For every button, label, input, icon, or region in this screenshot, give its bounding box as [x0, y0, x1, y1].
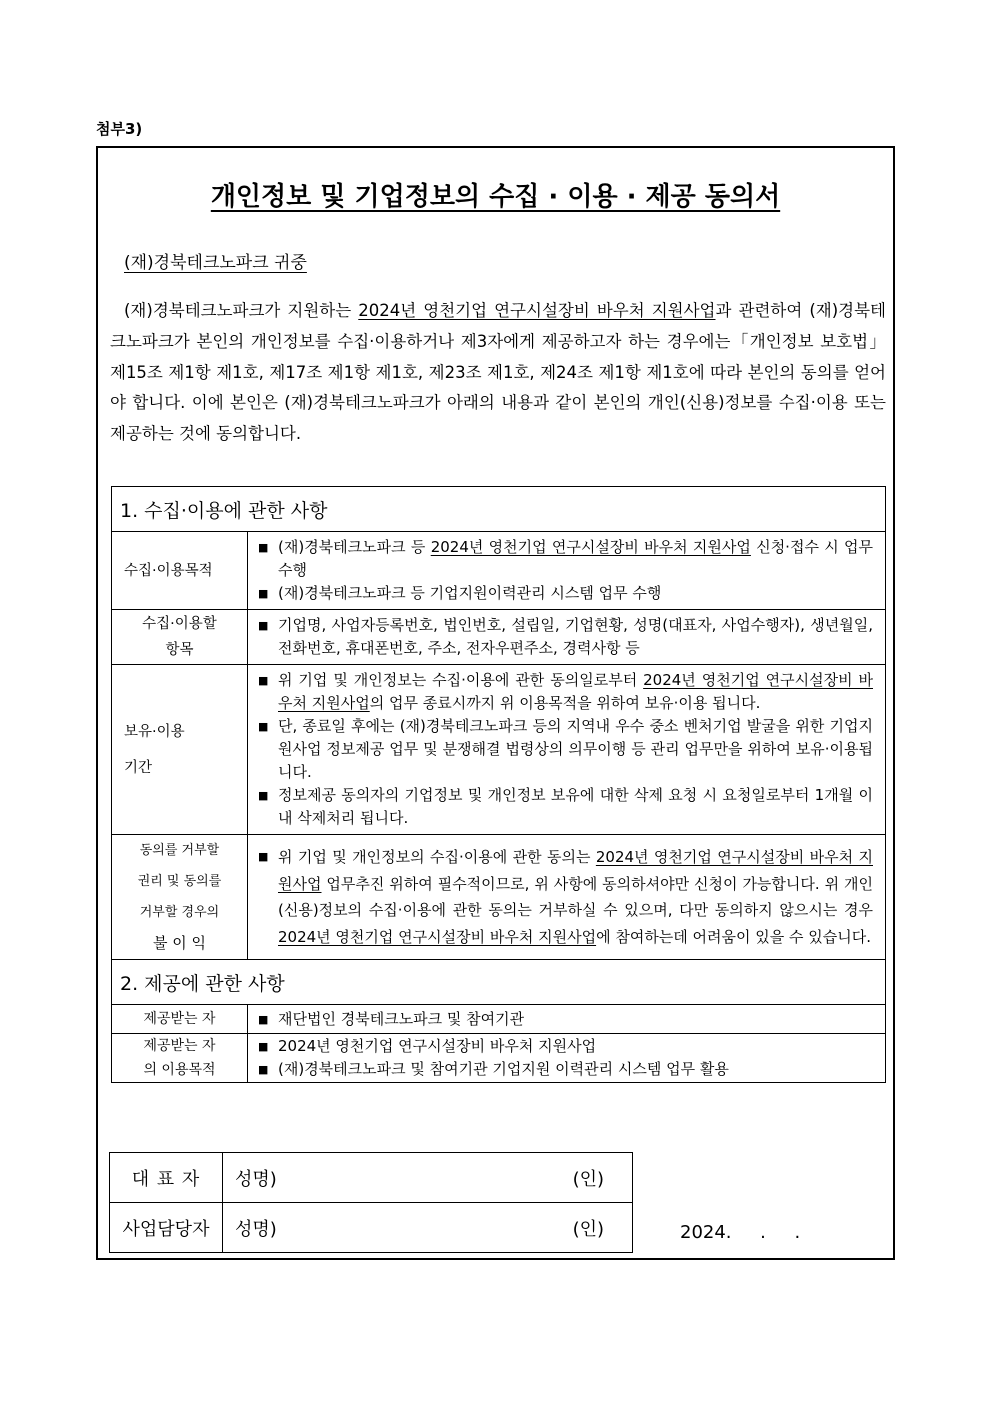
staff-row [110, 1203, 633, 1253]
list-item: ■ 재단법인 경북테크노파크 및 참여기관 [258, 1008, 873, 1031]
bullet-icon: ■ [258, 1040, 269, 1053]
form-title: 개인정보 및 기업정보의 수집 · 이용 · 제공 동의서 [210, 182, 781, 212]
bullet-icon: ■ [258, 1063, 269, 1076]
representative-label: 대 표 자 [110, 1153, 223, 1203]
list-item: ■ 2024년 영천기업 연구시설장비 바우처 지원사업 [258, 1035, 873, 1058]
list-item: ■ (재)경북테크노파크 등 기업지원이력관리 시스템 업무 수행 [258, 582, 873, 605]
purpose-row [112, 532, 886, 610]
bullet-icon: ■ [258, 1012, 269, 1026]
provision-purpose-label: 제공받는 자 의 이용목적 [112, 1034, 248, 1083]
list-item: ■ 위 기업 및 개인정보는 수집·이용에 관한 동의일로부터 2024년 영천기업 연구시설장비 바우처 지원사업의 업무 종료시까지 위 이용목적을 위하여 보유·이용 됩니다. [258, 669, 873, 715]
seal-mark: (인) [572, 1169, 604, 1190]
consent-form [96, 146, 895, 1260]
bullet-icon: ■ [258, 850, 269, 863]
bullet-icon: ■ [258, 587, 269, 600]
list-item: ■ (재)경북테크노파크 등 2024년 영천기업 연구시설장비 바우처 지원사업 신청·접수 시 업무 수행 [258, 536, 873, 582]
recipient-line: (재)경북테크노파크 귀중 [124, 253, 307, 273]
list-item: ■ 정보제공 동의자의 기업정보 및 개인정보 보유에 대한 삭제 요청 시 요청일로부터 1개월 이내 삭제처리 됩니다. [258, 784, 873, 830]
retention-row [112, 665, 886, 835]
section1-heading: 1. 수집·이용에 관한 사항 [112, 487, 886, 532]
provision-recipient-row [112, 1005, 886, 1034]
representative-name-field[interactable]: 성명) (인) [223, 1153, 633, 1203]
list-item: ■ 단, 종료일 후에는 (재)경북테크노파크 등의 지역내 우수 중소 벤처기업 발굴을 위한 기업지원사업 정보제공 업무 및 분쟁해결 법령상의 의무이행 등 관리 업무만을 위하여 보유·이용됩니다. [258, 715, 873, 784]
list-item: ■ (재)경북테크노파크 및 참여기관 기업지원 이력관리 시스템 업무 활용 [258, 1058, 873, 1081]
items-label: 수집·이용할 항목 [112, 610, 248, 665]
intro-paragraph: (재)경북테크노파크가 지원하는 2024년 영천기업 연구시설장비 바우처 지원사업과 관련하여 (재)경북테크노파크가 본인의 개인정보를 수집·이용하거나 제3자에게 제공하고자 하는 경우에는「개인정보 보호법」제15조 제1항 제1호, 제17조 제1항 제1호, 제23조 제1호, 제24조 제1항 제1호에 따라 본인의 동의를 얻어야 합니다. 이에 본인은 (재)경북테크노파크가 아래의 내용과 같이 본인의 개인(신용)정보를 수집·이용 또는 제공하는 것에 동의합니다. [110, 301, 886, 444]
items-row [112, 610, 886, 665]
refusal-row [112, 835, 886, 960]
bullet-icon: ■ [258, 720, 269, 733]
bullet-icon: ■ [258, 619, 269, 632]
list-item: ■ 기업명, 사업자등록번호, 법인번호, 설립일, 기업현황, 성명(대표자, 사업수행자), 생년월일, 전화번호, 휴대폰번호, 주소, 전자우편주소, 경력사항 등 [258, 614, 873, 660]
bullet-icon: ■ [258, 541, 269, 554]
list-item: ■ 위 기업 및 개인정보의 수집·이용에 관한 동의는 2024년 영천기업 연구시설장비 바우처 지원사업 업무추진 위하여 필수적이므로, 위 사항에 동의하셔야만 신청이 가능합니다. 위 개인(신용)정보의 수집·이용에 관한 동의는 거부하실 수 있으며, 다만 동의하지 않으시는 경우 2024년 영천기업 연구시설장비 바우처 지원사업에 참여하는데 어려움이 있을 수 있습니다. [258, 844, 873, 950]
representative-row [110, 1153, 633, 1203]
seal-mark: (인) [572, 1219, 604, 1240]
provision-purpose-row [112, 1034, 886, 1083]
signature-table [109, 1152, 633, 1253]
bullet-icon: ■ [258, 789, 269, 802]
program-name: 2024년 영천기업 연구시설장비 바우처 지원사업 [358, 301, 716, 320]
staff-name-field[interactable]: 성명) (인) [223, 1203, 633, 1253]
bullet-icon: ■ [258, 674, 269, 687]
attachment-label: 첨부3) [96, 120, 143, 138]
provision-recipient-label: 제공받는 자 [112, 1005, 248, 1034]
purpose-label: 수집·이용목적 [112, 532, 248, 610]
section2-heading: 2. 제공에 관한 사항 [112, 960, 886, 1005]
date-field: 2024. . . [680, 1222, 801, 1243]
retention-label: 보유·이용 기간 [112, 665, 248, 835]
consent-table [111, 486, 886, 1083]
refusal-label: 동의를 거부할 권리 및 동의를 거부할 경우의 불 이 익 [112, 835, 248, 960]
staff-label: 사업담당자 [110, 1203, 223, 1253]
